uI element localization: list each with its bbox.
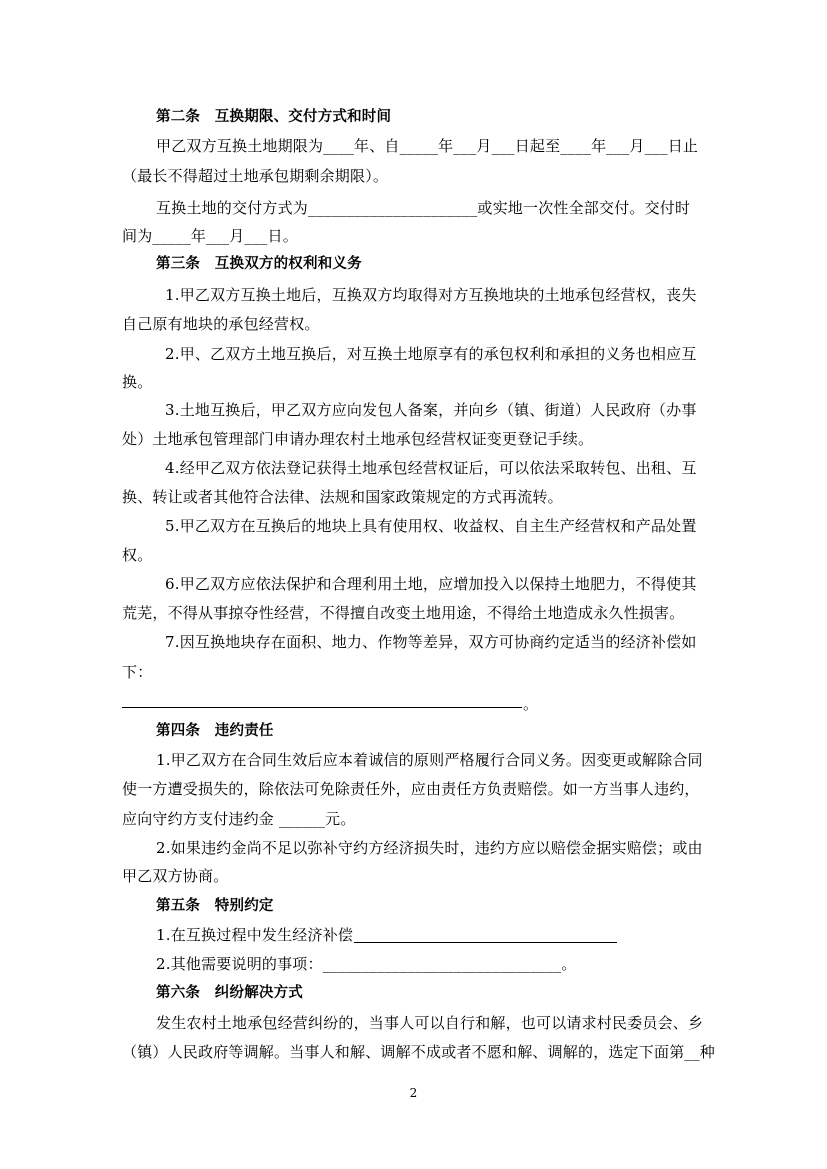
article-3-line-4: 换。: [122, 373, 153, 391]
article-3-line-9: 5.甲乙双方在互换后的地块上具有使用权、收益权、自主生产经营权和产品处置: [165, 517, 697, 535]
article-6-heading: 第六条 纠纷解决方式: [156, 985, 303, 1001]
article-3-heading: 第三条 互换双方的权利和义务: [156, 256, 362, 272]
article-3-line-1: 1.甲乙双方互换土地后，互换双方均取得对方互换地块的土地承包经营权，丧失: [165, 286, 697, 304]
article-3-line-15: 。: [523, 695, 539, 713]
article-4-line-3: 应向守约方支付违约金 ______元。: [122, 810, 356, 828]
article-6-line-1: 发生农村土地承包经营纠纷的，当事人可以自行和解，也可以请求村民委员会、乡: [156, 1014, 704, 1032]
article-6-line-2: （镇）人民政府等调解。当事人和解、调解不成或者不愿和解、调解的，选定下面第__种: [122, 1043, 716, 1061]
compensation-blank-line-2: [354, 942, 617, 943]
article-5-line-2: 2.其他需要说明的事项：_______________________________。: [156, 955, 577, 973]
article-3-line-7: 4.经甲乙双方依法登记获得土地承包经营权证后，可以依法采取转包、出租、互: [165, 459, 697, 477]
article-4-line-5: 甲乙双方协商。: [122, 867, 229, 885]
article-5-line-1: 1.在互换过程中发生经济补偿: [156, 926, 354, 944]
article-2-line-1: 甲乙双方互换土地期限为____年、自_____年___月___日起至____年___月___日止: [156, 137, 699, 155]
article-4-line-2: 使一方遭受损失的，除依法可免除责任外，应由责任方负责赔偿。如一方当事人违约，: [122, 780, 700, 798]
article-3-line-6: 处）土地承包管理部门申请办理农村土地承包经营权证变更登记手续。: [122, 430, 594, 448]
article-2-line-4: 间为_____年___月___日。: [122, 227, 298, 245]
article-3-line-2: 自己原有地块的承包经营权。: [122, 315, 320, 333]
article-3-line-10: 权。: [122, 546, 153, 564]
article-3-line-8: 换、转让或者其他符合法律、法规和国家政策规定的方式再流转。: [122, 488, 563, 506]
article-3-line-14: 下：: [122, 663, 153, 681]
article-3-line-13: 7.因互换地块存在面积、地力、作物等差异，双方可协商约定适当的经济补偿如: [165, 633, 697, 651]
article-3-line-11: 6.甲乙双方应依法保护和合理利用土地，应增加投入以保持土地肥力，不得使其: [165, 575, 697, 593]
compensation-blank-line: [122, 707, 522, 708]
article-4-line-4: 2.如果违约金尚不足以弥补守约方经济损失时，违约方应以赔偿金据实赔偿；或由: [156, 839, 703, 857]
article-3-line-3: 2.甲、乙双方土地互换后，对互换土地原享有的承包权利和承担的义务也相应互: [165, 345, 697, 363]
article-4-heading: 第四条 违约责任: [156, 723, 274, 739]
article-3-line-5: 3.土地互换后，甲乙双方应向发包人备案，并向乡（镇、街道）人民政府（办事: [165, 401, 697, 419]
article-4-line-1: 1.甲乙双方在合同生效后应本着诚信的原则严格履行合同义务。因变更或解除合同: [156, 751, 703, 769]
article-3-line-12: 荒芜，不得从事掠夺性经营，不得擅自改变土地用途，不得给土地造成永久性损害。: [122, 604, 685, 622]
article-2-line-3: 互换土地的交付方式为______________________或实地一次性全部交付。交付时: [156, 199, 691, 217]
article-5-heading: 第五条 特别约定: [156, 898, 274, 914]
article-2-line-2: （最长不得超过土地承包期剩余期限）。: [122, 167, 389, 185]
page-number: 2: [409, 1086, 418, 1100]
article-2-heading: 第二条 互换期限、交付方式和时间: [156, 109, 392, 125]
